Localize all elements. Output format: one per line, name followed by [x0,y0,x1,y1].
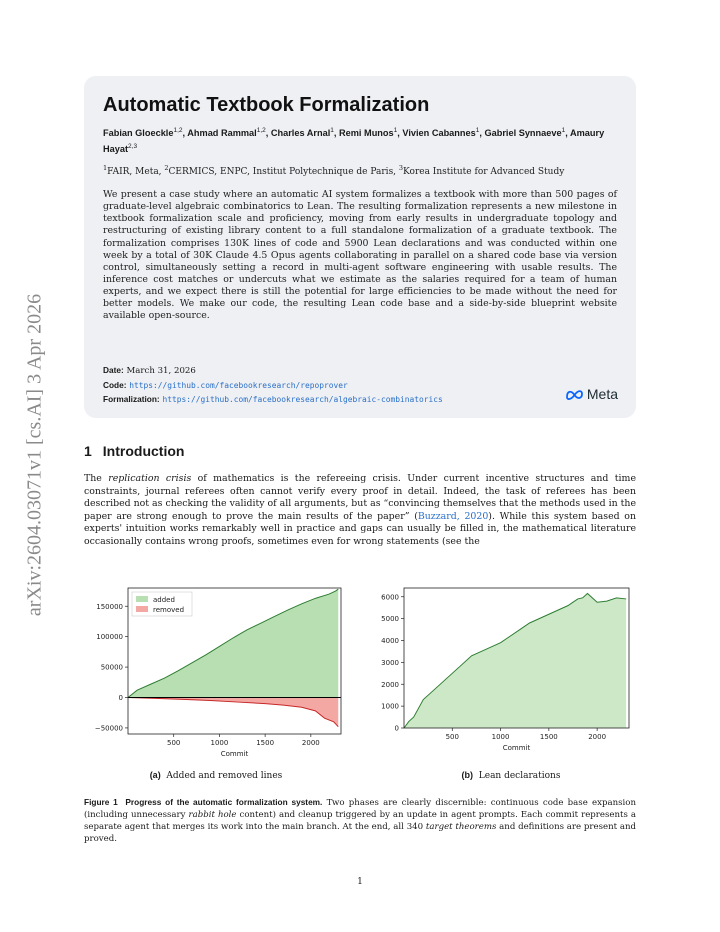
affiliation: FAIR, Meta, [107,167,165,178]
affiliations: $^1$FAIR, Meta, $^2$CERMICS, ENPC, Institut Polytechnique de Paris, $^3$Korea Institute for Advanced Study [103,164,565,178]
author-name: Fabian Gloeckle$^{1,2}$ [103,127,183,139]
y-tick-label: 3000 [381,658,399,667]
date-value: March 31, 2026 [126,366,196,376]
y-tick-label: 5000 [381,615,399,624]
declarations-area [404,593,626,728]
section-heading: 1 Introduction [84,443,185,459]
y-tick-label: 150000 [96,602,123,611]
intro-paragraph: The replication crisis of mathematics is the refereeing crisis. Under current incentive structures and time constraints, journal referees often cannot verify every proof in detail. Indeed, the task of referees has been described not as checking the validity of all arguments, but as “convincing themselves that the methods used in the paper are strong enough to prove the main results of the paper” (Buzzard, 2020). While this system based on experts' intuition works remarkably well in practice and gaps can usually be filled in, the mathematical literature occasionally contains wrong proofs, sometimes even for wrong statements (see the [84,473,636,547]
paper-title: Automatic Textbook Formalization [103,94,430,116]
formalization-link[interactable]: https://github.com/facebookresearch/algebraic-combinatorics [162,395,443,405]
y-tick-label: 0 [394,724,399,733]
x-tick-label: 2000 [301,739,320,747]
x-axis-label: Commit [502,744,531,752]
legend-label-removed: removed [153,606,185,614]
x-tick-label: 1000 [210,739,229,747]
y-tick-label: 0 [118,694,123,702]
legend-swatch-added [136,596,148,602]
legend-label-added: added [153,596,175,604]
code-link[interactable]: https://github.com/facebookresearch/repoprover [129,380,348,390]
y-tick-label: −50000 [94,724,123,733]
author-name: Gabriel Synnaeve$^1$ [484,127,566,139]
author-list: Fabian Gloeckle$^{1,2}$, Ahmad Rammal$^{1,2}$, Charles Arnal$^1$, Remi Munos$^1$, Vivien Cabannes$^1$, Gabriel Synnaeve$^1$, Amaury Hayat$^{2,3}$ [103,127,605,155]
y-tick-label: 2000 [381,680,399,689]
paper-metadata: Date: March 31, 2026 Code: https://github.com/facebookresearch/repoprover Formalization: https://github.com/facebookresearch/algebraic-combinatorics [103,365,443,405]
meta-logo: Meta [565,386,618,402]
meta-infinity-icon [565,389,584,400]
abstract-box [84,76,636,418]
y-tick-label: 100000 [96,633,123,642]
x-tick-label: 500 [167,739,181,747]
chart-added-removed [84,585,354,760]
author-name: Remi Munos$^1$ [339,127,398,139]
author-name: Amaury Hayat$^{2,3}$ [103,128,605,155]
figure-caption: Figure 1 Progress of the automatic formalization system. Two phases are clearly discernible: continuous code base expansion (including unnecessary rabbit hole content) and cleanup triggered by an update in agent prompts. Each commit represents a separate agent that merges its work into the main branch. At the end, all 340 target theorems and definitions are present and proved. [84,797,636,844]
arxiv-stamp: arXiv:2604.03071v1 [cs.AI] 3 Apr 2026 [23,293,46,617]
x-tick-label: 1000 [491,733,510,741]
y-tick-label: 6000 [381,593,399,602]
x-tick-label: 500 [445,733,459,741]
affiliation: Korea Institute for Advanced Study [403,167,565,178]
y-tick-label: 1000 [381,702,399,711]
author-name: Charles Arnal$^1$ [270,127,334,139]
abstract-text: We present a case study where an automatic AI system formalizes a textbook with more than 500 pages of graduate-level algebraic combinatorics to Lean. The resulting formalization represents a new milestone in textbook formalization scale and proficiency, moving from early results in undergraduate topology and restructuring of existing library content to a full standalone formalization of a graduate textbook. The formalization comprises 130K lines of code and 5900 Lean declarations and was conducted within one week by a total of 30K Claude 4.5 Opus agents collaborating in parallel on a shared code base via version control, simultaneously setting a record in multi-agent software engineering with usable results. The inference cost matches or undercuts what we estimate as the salaries required for a team of human experts, and we expect there is still the potential for large efficiencies to be made without the need for better models. We make our code, the resulting Lean code base and a side-by-side blueprint website available open-source. [103,189,617,322]
x-tick-label: 1500 [539,733,558,741]
legend-swatch-removed [136,606,148,612]
author-name: Ahmad Rammal$^{1,2}$ [187,127,266,139]
subcaption-a: (a) Added and removed lines [149,770,283,781]
x-tick-label: 1500 [256,739,275,747]
y-tick-label: 4000 [381,637,399,645]
author-name: Vivien Cabannes$^1$ [402,127,480,139]
page-number: 1 [357,877,363,887]
y-tick-label: 50000 [100,663,123,672]
subcaption-b: (b) Lean declarations [461,770,561,781]
citation-link[interactable]: Buzzard, 2020 [417,510,489,522]
chart-lean-declarations [360,585,640,760]
x-tick-label: 2000 [588,733,607,741]
x-axis-label: Commit [220,750,249,758]
affiliation: CERMICS, ENPC, Institut Polytechnique de Paris, [168,167,399,178]
